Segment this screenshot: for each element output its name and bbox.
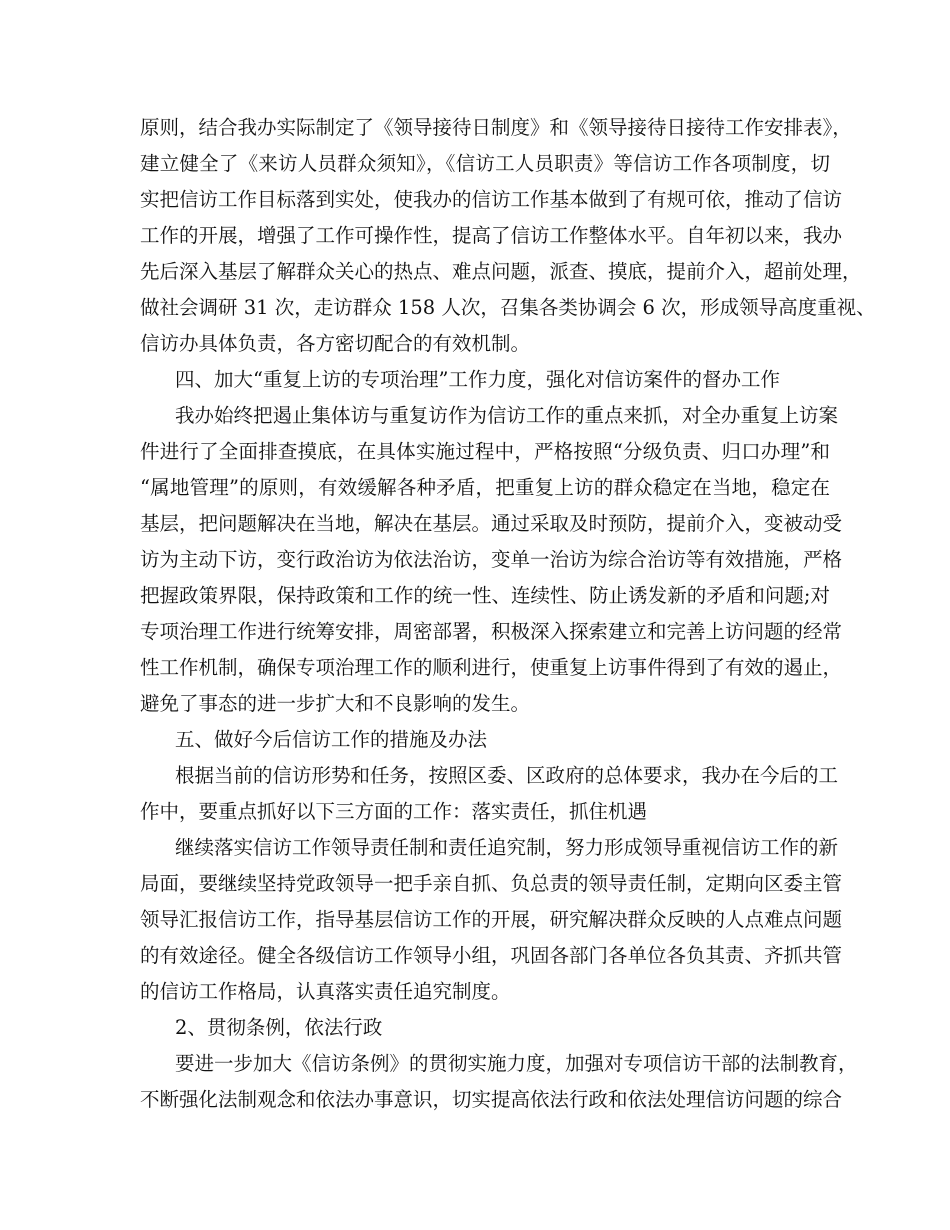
paragraph-line: 作中，要重点抓好以下三方面的工作：落实责任，抓住机遇: [140, 800, 648, 823]
section-heading: 2、贯彻条例，依法行政: [175, 1016, 383, 1039]
paragraph-line: 把握政策界限，保持政策和工作的统一性、连续性、防止诱发新的矛盾和问题;对: [140, 584, 830, 607]
paragraph-line: 专项治理工作进行统筹安排，周密部署，积极深入探索建立和完善上访问题的经常: [140, 620, 843, 643]
paragraph-line: 原则，结合我办实际制定了《领导接待日制度》和《领导接待日接待工作安排表》，: [140, 116, 852, 139]
paragraph-line: 做社会调研 31 次，走访群众 158 人次，召集各类协调会 6 次，形成领导高度重视、: [140, 296, 876, 319]
paragraph-line: 先后深入基层了解群众关心的热点、难点问题，派查、摸底，提前介入，超前处理，: [140, 260, 862, 283]
paragraph-line: 的信访工作格局，认真落实责任追究制度。: [140, 980, 511, 1003]
paragraph-line: 基层，把问题解决在当地，解决在基层。通过采取及时预防，提前介入，变被动受: [140, 512, 843, 535]
paragraph-line: “属地管理”的原则，有效缓解各种矛盾，把重复上访的群众稳定在当地，稳定在: [140, 476, 830, 499]
document-body: [140, 110, 876, 1118]
paragraph-line: 工作的开展，增强了工作可操作性，提高了信访工作整体水平。自年初以来，我办: [140, 224, 843, 247]
paragraph-line: 根据当前的信访形势和任务，按照区委、区政府的总体要求，我办在今后的工: [175, 764, 839, 787]
paragraph-line: 建立健全了《来访人员群众须知》，《信访工人员职责》等信访工作各项制度，切: [140, 152, 830, 175]
paragraph-line: 局面，要继续坚持党政领导一把手亲自抓、负总责的领导责任制，定期向区委主管: [140, 872, 843, 895]
paragraph-line: 实把信访工作目标落到实处，使我办的信访工作基本做到了有规可依，推动了信访: [140, 188, 843, 211]
paragraph-line: 领导汇报信访工作，指导基层信访工作的开展，研究解决群众反映的人点难点问题: [140, 908, 843, 931]
paragraph-line: 避免了事态的进一步扩大和不良影响的发生。: [140, 692, 531, 715]
section-heading: 五、做好今后信访工作的措施及办法: [175, 728, 488, 751]
paragraph-line: 件进行了全面排查摸底，在具体实施过程中，严格按照“分级负责、归口办理”和: [140, 440, 830, 463]
paragraph-line: 访为主动下访，变行政治访为依法治访，变单一治访为综合治访等有效措施，严格: [140, 548, 843, 571]
paragraph-line: 的有效途径。健全各级信访工作领导小组，巩固各部门各单位各负其责、齐抓共管: [140, 944, 843, 967]
paragraph-line: 信访办具体负责，各方密切配合的有效机制。: [140, 332, 531, 355]
section-heading: 四、加大“重复上访的专项治理”工作力度，强化对信访案件的督办工作: [175, 368, 780, 391]
paragraph-line: 我办始终把遏止集体访与重复访作为信访工作的重点来抓，对全办重复上访案: [175, 404, 839, 427]
paragraph-line: 要进一步加大《信访条例》的贯彻实施力度，加强对专项信访干部的法制教育，: [175, 1052, 858, 1075]
paragraph-line: 继续落实信访工作领导责任制和责任追究制，努力形成领导重视信访工作的新: [175, 836, 839, 859]
paragraph-line: 性工作机制，确保专项治理工作的顺利进行，使重复上访事件得到了有效的遏止，: [140, 656, 843, 679]
paragraph-line: 不断强化法制观念和依法办事意识，切实提高依法行政和依法处理信访问题的综合: [140, 1088, 843, 1111]
